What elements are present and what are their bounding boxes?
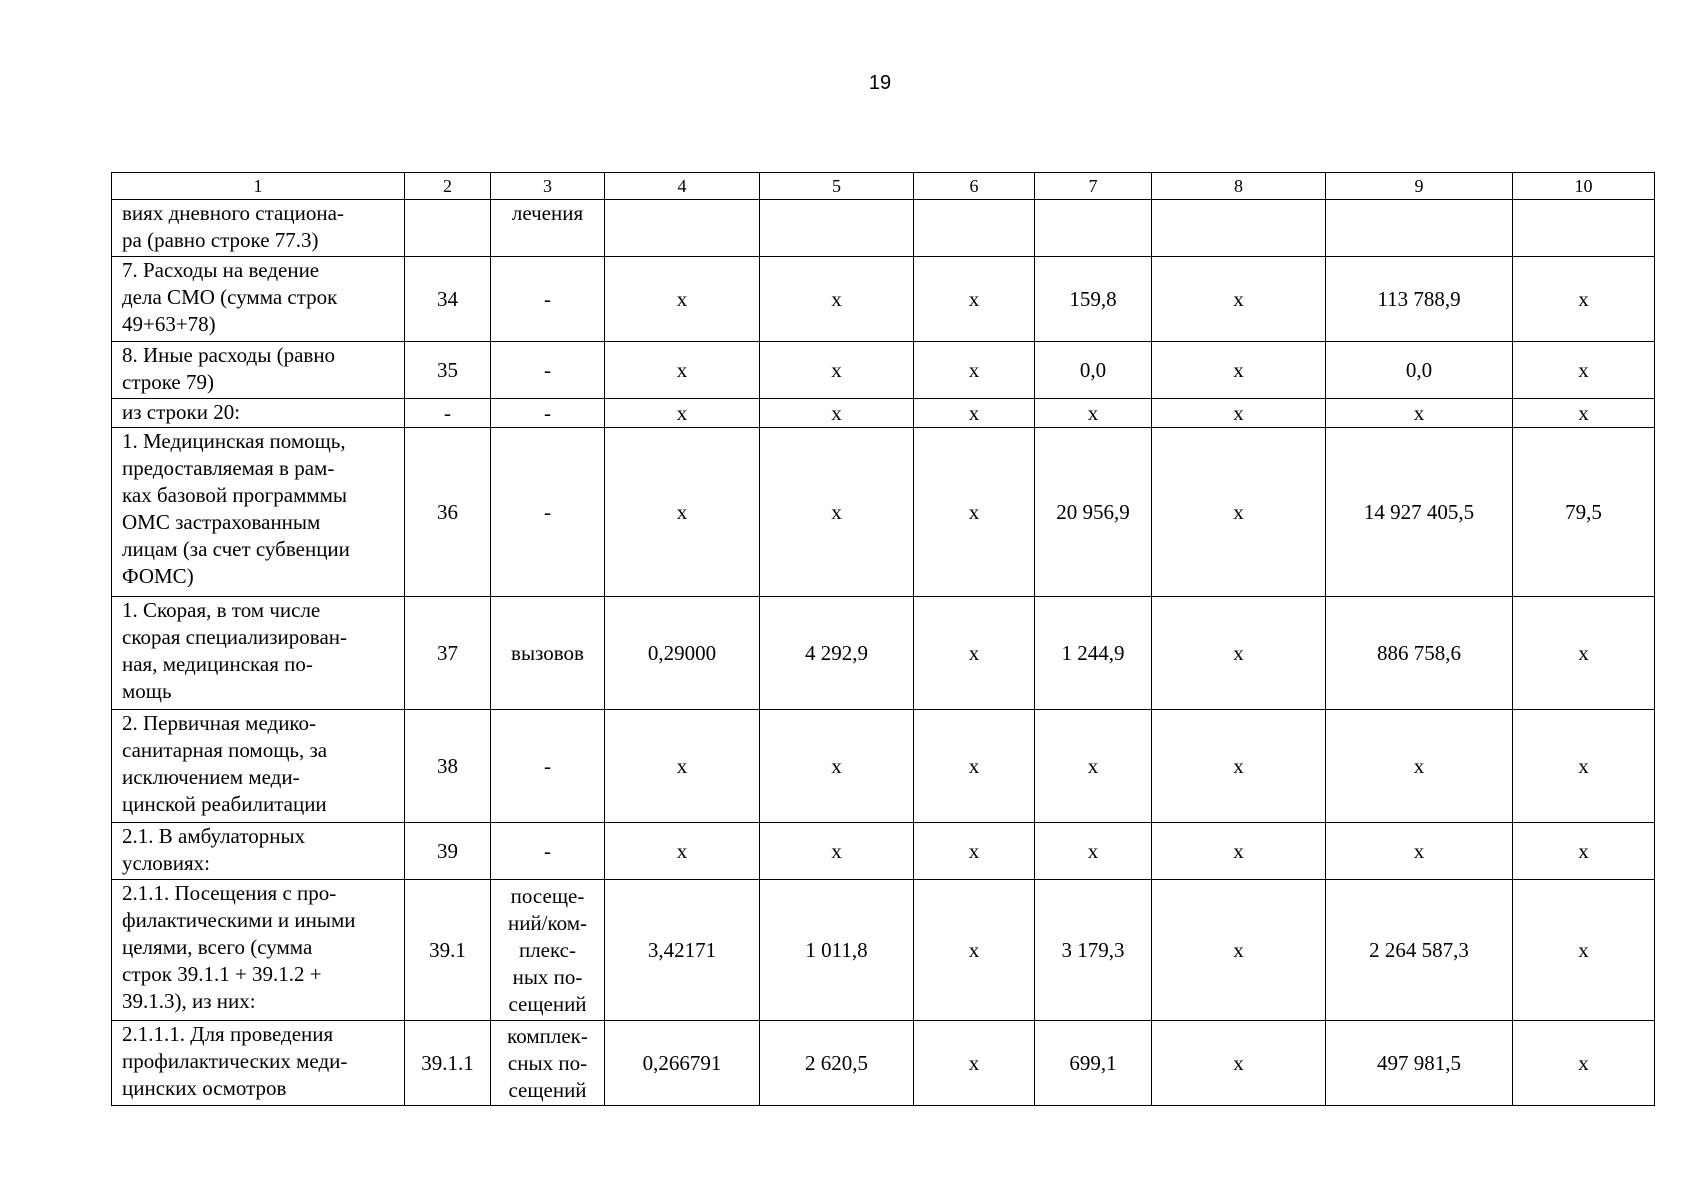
table-row xyxy=(112,200,1655,257)
table-cell: х xyxy=(1152,823,1326,880)
column-header: 7 xyxy=(1035,173,1152,200)
column-header: 10 xyxy=(1513,173,1655,200)
table-cell: 2 620,5 xyxy=(760,1021,914,1106)
table-cell xyxy=(1152,200,1326,257)
table-cell: 38 xyxy=(405,710,491,823)
table-cell: - xyxy=(491,710,605,823)
table-row xyxy=(112,597,1655,710)
table-cell: 1 011,8 xyxy=(760,880,914,1021)
row-description: 7. Расходы на ведение дела СМО (сумма строк 49+63+78) xyxy=(112,257,405,342)
column-header: 5 xyxy=(760,173,914,200)
table-cell: х xyxy=(1152,1021,1326,1106)
table-cell: х xyxy=(760,342,914,399)
column-header: 6 xyxy=(914,173,1035,200)
table-cell: 14 927 405,5 xyxy=(1326,428,1513,597)
table-cell: 39.1 xyxy=(405,880,491,1021)
table-cell: 39.1.1 xyxy=(405,1021,491,1106)
table-cell: х xyxy=(1035,399,1152,428)
table-cell: х xyxy=(1152,257,1326,342)
table-cell xyxy=(1326,200,1513,257)
table-cell xyxy=(405,200,491,257)
table-row xyxy=(112,257,1655,342)
table-cell: х xyxy=(914,257,1035,342)
table-row xyxy=(112,710,1655,823)
table-cell: 2 264 587,3 xyxy=(1326,880,1513,1021)
table-cell: х xyxy=(1513,880,1655,1021)
table-cell: 0,0 xyxy=(1326,342,1513,399)
row-description: 8. Иные расходы (равно строке 79) xyxy=(112,342,405,399)
table-cell: 3 179,3 xyxy=(1035,880,1152,1021)
table-cell: х xyxy=(760,710,914,823)
column-header: 1 xyxy=(112,173,405,200)
table-cell: - xyxy=(491,257,605,342)
table-row xyxy=(112,823,1655,880)
table-cell: х xyxy=(914,428,1035,597)
row-description: 2. Первичная медико- санитарная помощь, за исключением меди- цинской реабилитации xyxy=(112,710,405,823)
table-cell: 0,0 xyxy=(1035,342,1152,399)
table-cell: 699,1 xyxy=(1035,1021,1152,1106)
table-cell: 35 xyxy=(405,342,491,399)
data-table xyxy=(111,172,1655,1106)
table-cell: 36 xyxy=(405,428,491,597)
table-cell: х xyxy=(1035,710,1152,823)
table-cell: х xyxy=(1326,823,1513,880)
table-cell: - xyxy=(491,399,605,428)
table-cell: х xyxy=(760,257,914,342)
row-description: 2.1.1. Посещения с про- филактическими и иными целями, всего (сумма строк 39.1.1 + 39.1.2 + 39.1.3), из них: xyxy=(112,880,405,1021)
table-cell: лечения xyxy=(491,200,605,257)
column-header: 3 xyxy=(491,173,605,200)
table-cell: комплек- сных по- сещений xyxy=(491,1021,605,1106)
table-cell: - xyxy=(491,428,605,597)
table-cell: х xyxy=(1152,880,1326,1021)
table-cell: 113 788,9 xyxy=(1326,257,1513,342)
page-number: 19 xyxy=(868,72,892,94)
table-cell: - xyxy=(491,823,605,880)
table-row xyxy=(112,428,1655,597)
table-cell: вызовов xyxy=(491,597,605,710)
column-header: 9 xyxy=(1326,173,1513,200)
table-cell: - xyxy=(405,399,491,428)
table-cell: х xyxy=(605,257,760,342)
table-cell: х xyxy=(1152,710,1326,823)
table-cell: х xyxy=(760,399,914,428)
row-description: 1. Медицинская помощь, предоставляемая в рам- ках базовой программмы ОМС застрахованным лицам (за счет субвенции ФОМС) xyxy=(112,428,405,597)
table-cell: х xyxy=(605,823,760,880)
table-cell: 79,5 xyxy=(1513,428,1655,597)
table-cell: 4 292,9 xyxy=(760,597,914,710)
table-cell: х xyxy=(760,823,914,880)
table-cell: - xyxy=(491,342,605,399)
table-cell: 1 244,9 xyxy=(1035,597,1152,710)
table-cell: 3,42171 xyxy=(605,880,760,1021)
column-header: 4 xyxy=(605,173,760,200)
table-cell: х xyxy=(914,710,1035,823)
table-cell: х xyxy=(914,342,1035,399)
row-description: 2.1. В амбулаторных условиях: xyxy=(112,823,405,880)
table-cell: х xyxy=(1326,710,1513,823)
table-cell xyxy=(914,200,1035,257)
row-description: 1. Скорая, в том числе скорая специализирован- ная, медицинская по- мощь xyxy=(112,597,405,710)
table-row xyxy=(112,880,1655,1021)
table-cell: х xyxy=(1152,399,1326,428)
table-cell: х xyxy=(605,399,760,428)
table-cell: х xyxy=(914,1021,1035,1106)
table-cell: х xyxy=(914,823,1035,880)
row-description: виях дневного стациона- ра (равно строке 77.3) xyxy=(112,200,405,257)
table-cell: 39 xyxy=(405,823,491,880)
table-row xyxy=(112,1021,1655,1106)
table-cell: х xyxy=(605,342,760,399)
table-cell: 37 xyxy=(405,597,491,710)
table-cell: х xyxy=(1513,710,1655,823)
table-cell: х xyxy=(1513,257,1655,342)
table-cell: х xyxy=(1513,597,1655,710)
table-cell xyxy=(760,200,914,257)
table-cell xyxy=(1513,200,1655,257)
table-row xyxy=(112,342,1655,399)
table-header-row xyxy=(112,173,1655,200)
table-cell xyxy=(605,200,760,257)
table-cell: х xyxy=(1152,342,1326,399)
table-cell: 886 758,6 xyxy=(1326,597,1513,710)
column-header: 2 xyxy=(405,173,491,200)
table-cell: х xyxy=(1513,823,1655,880)
table-cell: 20 956,9 xyxy=(1035,428,1152,597)
table-cell: х xyxy=(1152,597,1326,710)
table-cell: х xyxy=(605,710,760,823)
table-cell: 159,8 xyxy=(1035,257,1152,342)
table-cell: х xyxy=(1152,428,1326,597)
table-cell: х xyxy=(1035,823,1152,880)
row-description: 2.1.1.1. Для проведения профилактических меди- цинских осмотров xyxy=(112,1021,405,1106)
table-cell: х xyxy=(1513,342,1655,399)
table-cell: 0,266791 xyxy=(605,1021,760,1106)
table-cell: х xyxy=(605,428,760,597)
table-cell xyxy=(1035,200,1152,257)
table-cell: 0,29000 xyxy=(605,597,760,710)
table-cell: х xyxy=(1513,399,1655,428)
table-row xyxy=(112,399,1655,428)
column-header: 8 xyxy=(1152,173,1326,200)
table-cell: х xyxy=(760,428,914,597)
row-description: из строки 20: xyxy=(112,399,405,428)
table-cell: 34 xyxy=(405,257,491,342)
table-cell: х xyxy=(1326,399,1513,428)
table-cell: х xyxy=(914,880,1035,1021)
table-cell: х xyxy=(914,597,1035,710)
table-cell: х xyxy=(914,399,1035,428)
table-cell: х xyxy=(1513,1021,1655,1106)
table-cell: посеще- ний/ком- плекс- ных по- сещений xyxy=(491,880,605,1021)
table-cell: 497 981,5 xyxy=(1326,1021,1513,1106)
